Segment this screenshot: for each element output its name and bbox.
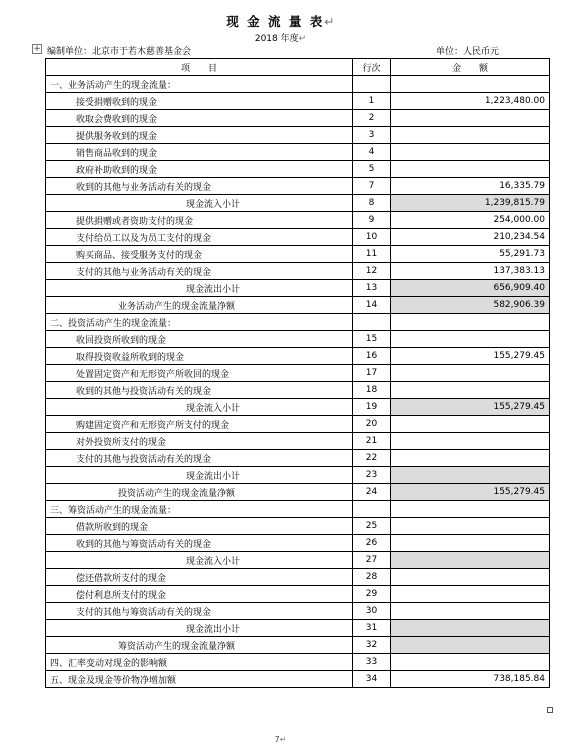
table-row	[46, 314, 550, 331]
table-row	[46, 518, 550, 535]
table-row	[46, 161, 550, 178]
row-item: 支付给员工以及为员工支付的现金	[46, 229, 353, 246]
row-amount	[391, 365, 550, 382]
row-amount	[391, 416, 550, 433]
row-line-no: 26	[353, 535, 391, 552]
row-item: 一、业务活动产生的现金流量：	[46, 76, 353, 93]
table-row	[46, 501, 550, 518]
row-line-no: 4	[353, 144, 391, 161]
row-line-no: 34	[353, 671, 391, 688]
row-line-no: 23	[353, 467, 391, 484]
row-line-no: 1	[353, 93, 391, 110]
row-item: 偿还借款所支付的现金	[46, 569, 353, 586]
row-amount: 16,335.79	[391, 178, 550, 195]
row-line-no: 5	[353, 161, 391, 178]
row-item: 购买商品、接受服务支付的现金	[46, 246, 353, 263]
table-row	[46, 331, 550, 348]
row-line-no: 24	[353, 484, 391, 501]
row-line-no: 31	[353, 620, 391, 637]
table-row	[46, 552, 550, 569]
table-row	[46, 399, 550, 416]
report-year: 2018 年度↵	[254, 34, 307, 44]
row-line-no: 16	[353, 348, 391, 365]
header-item: 项 目	[46, 59, 353, 76]
row-amount: 254,000.00	[391, 212, 550, 229]
row-amount	[391, 569, 550, 586]
row-line-no: 25	[353, 518, 391, 535]
row-item: 筹资活动产生的现金流量净额	[46, 637, 353, 654]
table-row	[46, 212, 550, 229]
paragraph-mark-icon: ↵	[324, 14, 335, 29]
row-item: 三、筹资活动产生的现金流量：	[46, 501, 353, 518]
row-line-no: 13	[353, 280, 391, 297]
row-line-no: 3	[353, 127, 391, 144]
row-line-no: 12	[353, 263, 391, 280]
row-amount	[391, 518, 550, 535]
row-line-no: 19	[353, 399, 391, 416]
table-row	[46, 229, 550, 246]
row-item: 收到的其他与筹资活动有关的现金	[46, 535, 353, 552]
row-line-no	[353, 314, 391, 331]
table-row	[46, 76, 550, 93]
row-line-no: 30	[353, 603, 391, 620]
row-line-no: 10	[353, 229, 391, 246]
row-line-no: 14	[353, 297, 391, 314]
row-line-no: 22	[353, 450, 391, 467]
row-item: 现金流出小计	[46, 467, 353, 484]
row-item: 现金流入小计	[46, 552, 353, 569]
row-item: 现金流入小计	[46, 195, 353, 212]
table-row	[46, 535, 550, 552]
table-row	[46, 620, 550, 637]
table-row	[46, 365, 550, 382]
row-amount	[391, 144, 550, 161]
row-line-no	[353, 76, 391, 93]
row-line-no: 18	[353, 382, 391, 399]
table-row	[46, 195, 550, 212]
row-amount: 155,279.45	[391, 484, 550, 501]
row-line-no: 11	[353, 246, 391, 263]
row-amount	[391, 535, 550, 552]
table-row	[46, 297, 550, 314]
row-amount	[391, 127, 550, 144]
row-item: 支付的其他与业务活动有关的现金	[46, 263, 353, 280]
row-amount: 155,279.45	[391, 399, 550, 416]
row-amount: 656,909.40	[391, 280, 550, 297]
table-header-row	[46, 59, 550, 76]
row-line-no: 21	[353, 433, 391, 450]
row-line-no: 15	[353, 331, 391, 348]
document-title: 现 金 流 量 表↵	[226, 14, 335, 29]
row-amount	[391, 314, 550, 331]
row-item: 政府补助收到的现金	[46, 161, 353, 178]
row-amount: 1,223,480.00	[391, 93, 550, 110]
row-item: 投资活动产生的现金流量净额	[46, 484, 353, 501]
row-amount: 210,234.54	[391, 229, 550, 246]
paragraph-mark-icon: ↵	[298, 34, 307, 44]
row-line-no: 2	[353, 110, 391, 127]
row-item: 现金流入小计	[46, 399, 353, 416]
row-item: 现金流出小计	[46, 280, 353, 297]
table-row	[46, 671, 550, 688]
currency-unit: 单位：人民币元	[436, 47, 500, 57]
header-line-no: 行次	[353, 59, 391, 76]
reporting-entity: 编制单位：北京市于若木慈善基金会	[47, 47, 192, 57]
header-amount: 金 额	[391, 59, 550, 76]
table-row	[46, 93, 550, 110]
table-row	[46, 467, 550, 484]
row-amount	[391, 586, 550, 603]
table-row	[46, 450, 550, 467]
row-amount	[391, 76, 550, 93]
row-item: 取得投资收益所收到的现金	[46, 348, 353, 365]
row-item: 四、汇率变动对现金的影响额	[46, 654, 353, 671]
table-row	[46, 484, 550, 501]
table-row	[46, 586, 550, 603]
row-item: 收取会费收到的现金	[46, 110, 353, 127]
row-line-no: 32	[353, 637, 391, 654]
row-item: 收到的其他与投资活动有关的现金	[46, 382, 353, 399]
row-amount	[391, 637, 550, 654]
row-amount	[391, 603, 550, 620]
row-item: 销售商品收到的现金	[46, 144, 353, 161]
row-item: 处置固定资产和无形资产所收回的现金	[46, 365, 353, 382]
row-amount	[391, 620, 550, 637]
row-item: 提供捐赠或者资助支付的现金	[46, 212, 353, 229]
table-row	[46, 178, 550, 195]
table-row	[46, 603, 550, 620]
table-row	[46, 654, 550, 671]
row-amount	[391, 552, 550, 569]
table-row	[46, 110, 550, 127]
row-line-no: 7	[353, 178, 391, 195]
row-amount	[391, 501, 550, 518]
row-line-no: 8	[353, 195, 391, 212]
row-item: 业务活动产生的现金流量净额	[46, 297, 353, 314]
table-row	[46, 382, 550, 399]
row-amount	[391, 433, 550, 450]
row-amount: 738,185.84	[391, 671, 550, 688]
row-amount	[391, 450, 550, 467]
table-row	[46, 433, 550, 450]
row-line-no: 9	[353, 212, 391, 229]
row-amount: 137,383.13	[391, 263, 550, 280]
row-amount: 55,291.73	[391, 246, 550, 263]
row-amount	[391, 382, 550, 399]
row-amount	[391, 331, 550, 348]
row-item: 借款所收到的现金	[46, 518, 353, 535]
row-amount: 582,906.39	[391, 297, 550, 314]
table-row	[46, 127, 550, 144]
row-line-no: 20	[353, 416, 391, 433]
row-item: 二、投资活动产生的现金流量：	[46, 314, 353, 331]
paragraph-mark-icon: ↵	[279, 735, 287, 744]
row-line-no: 27	[353, 552, 391, 569]
row-item: 偿付利息所支付的现金	[46, 586, 353, 603]
row-line-no: 17	[353, 365, 391, 382]
row-line-no: 28	[353, 569, 391, 586]
row-item: 五、现金及现金等价物净增加额	[46, 671, 353, 688]
row-item: 接受捐赠收到的现金	[46, 93, 353, 110]
row-item: 收回投资所收到的现金	[46, 331, 353, 348]
page-number: 7↵	[274, 735, 287, 744]
table-row	[46, 637, 550, 654]
table-row	[46, 280, 550, 297]
table-row	[46, 348, 550, 365]
table-row	[46, 144, 550, 161]
row-item: 现金流出小计	[46, 620, 353, 637]
table-row	[46, 569, 550, 586]
table-row	[46, 416, 550, 433]
row-line-no: 29	[353, 586, 391, 603]
row-item: 对外投资所支付的现金	[46, 433, 353, 450]
cash-flow-table	[45, 58, 550, 688]
table-resize-handle-icon[interactable]	[547, 707, 553, 713]
row-item: 支付的其他与投资活动有关的现金	[46, 450, 353, 467]
row-item: 购建固定资产和无形资产所支付的现金	[46, 416, 353, 433]
row-line-no: 33	[353, 654, 391, 671]
table-move-handle-icon[interactable]: +	[33, 44, 41, 54]
table-row	[46, 246, 550, 263]
table-row	[46, 263, 550, 280]
row-item: 支付的其他与筹资活动有关的现金	[46, 603, 353, 620]
row-amount: 155,279.45	[391, 348, 550, 365]
row-line-no	[353, 501, 391, 518]
row-amount: 1,239,815.79	[391, 195, 550, 212]
row-item: 收到的其他与业务活动有关的现金	[46, 178, 353, 195]
row-amount	[391, 467, 550, 484]
row-amount	[391, 654, 550, 671]
row-amount	[391, 110, 550, 127]
row-item: 提供服务收到的现金	[46, 127, 353, 144]
row-amount	[391, 161, 550, 178]
